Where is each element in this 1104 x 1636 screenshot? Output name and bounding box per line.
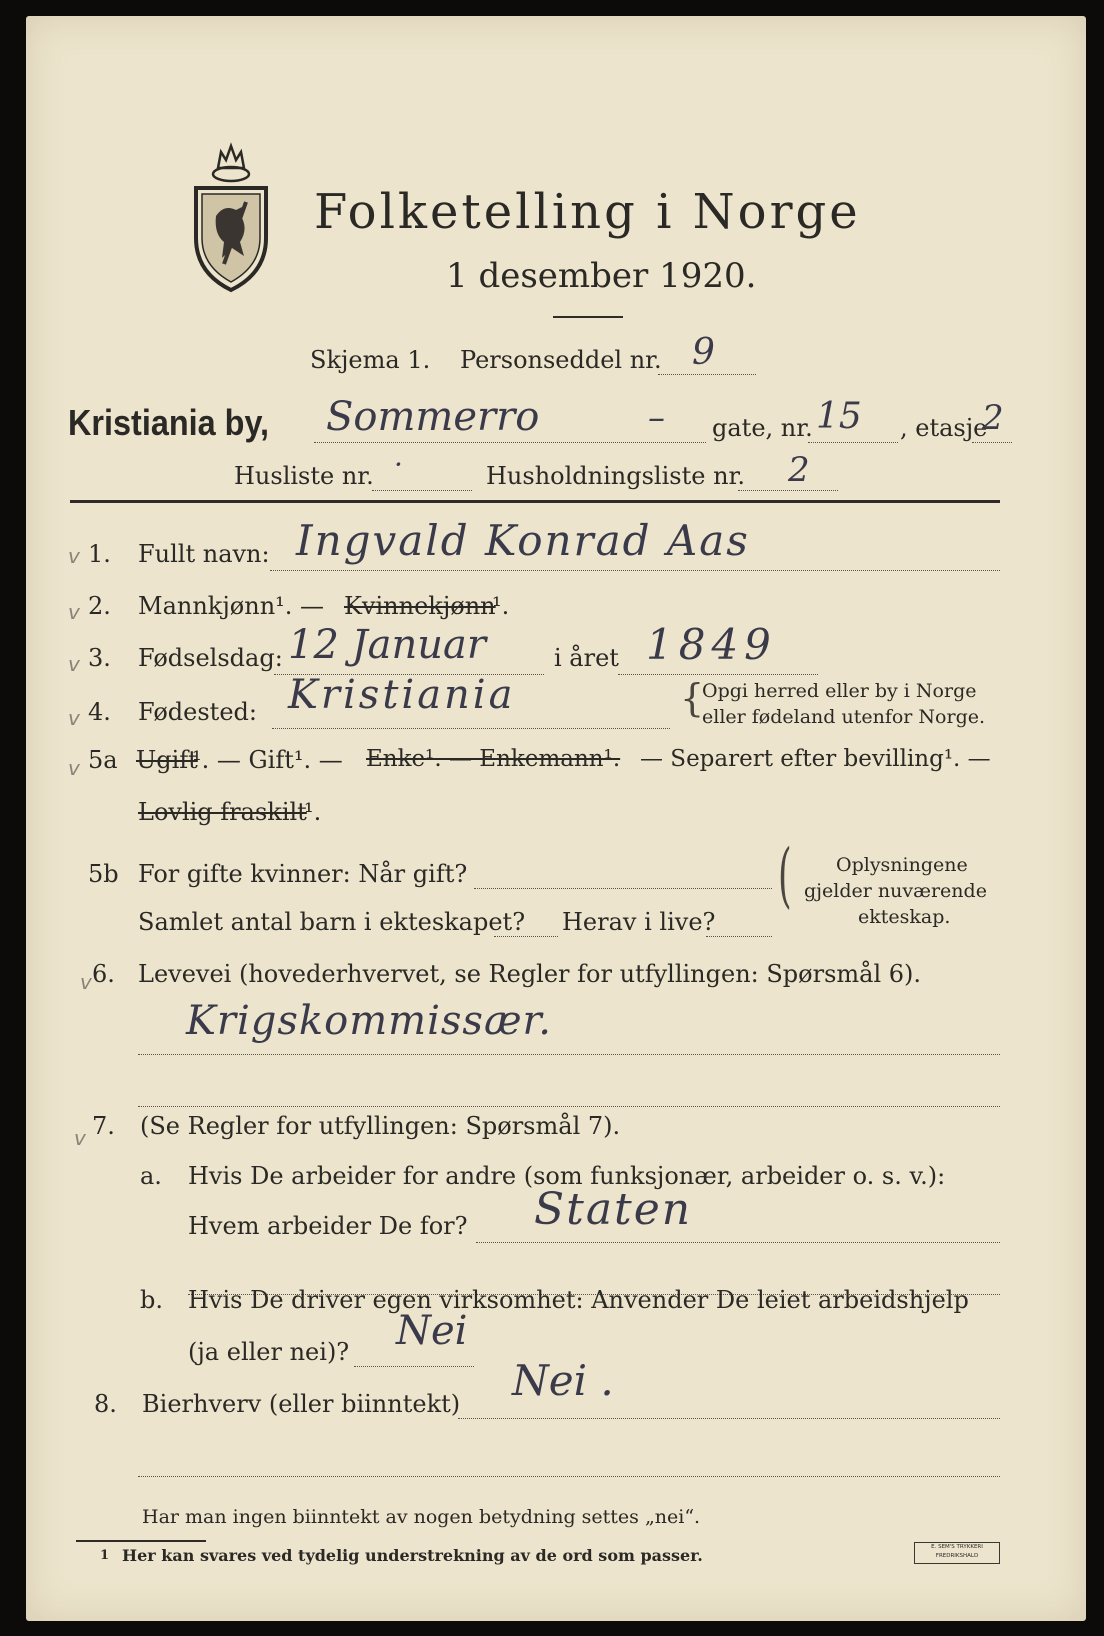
checkmark-icon: v xyxy=(74,1126,86,1150)
children-count-field[interactable] xyxy=(494,936,558,937)
side-income-field-line2[interactable] xyxy=(138,1476,1000,1477)
birth-year-field[interactable] xyxy=(618,674,818,675)
birthplace-value: Kristiania xyxy=(288,672,516,718)
q5b-children-label: Samlet antal barn i ekteskapet? xyxy=(138,908,526,936)
husliste-field[interactable] xyxy=(372,490,472,491)
house-number-value: 15 xyxy=(816,396,862,437)
checkmark-icon: v xyxy=(80,970,92,994)
birthplace-note-line1: Opgi herred eller by i Norge xyxy=(702,680,977,702)
side-income-note: Har man ingen biinntekt av nogen betydning settes „nei“. xyxy=(142,1506,701,1528)
husliste-label: Husliste nr. xyxy=(234,462,374,490)
footnote-mark: 1 xyxy=(100,1548,110,1563)
hired-help-field[interactable] xyxy=(354,1366,474,1367)
q2-number: 2. xyxy=(88,592,111,620)
side-income-field[interactable] xyxy=(458,1418,1000,1419)
header-rule xyxy=(70,500,1000,503)
q5a-number: 5a xyxy=(88,746,118,774)
q4-number: 4. xyxy=(88,698,111,726)
male-option[interactable]: Mannkjønn¹. — xyxy=(138,592,325,620)
female-option-sup: ¹. xyxy=(492,592,510,620)
checkmark-icon: v xyxy=(68,600,80,624)
occupation-field-line2[interactable] xyxy=(138,1106,1000,1107)
checkmark-icon: v xyxy=(68,756,80,780)
footnote-text: Her kan svares ved tydelig understrekning av de ord som passer. xyxy=(122,1546,703,1565)
hired-help-value: Nei xyxy=(396,1308,468,1354)
q5b-alive-label: Herav i live? xyxy=(562,908,716,936)
female-option[interactable]: Kvinnekjønn xyxy=(344,592,496,620)
street-value: Sommerro xyxy=(326,394,540,440)
year-label: i året xyxy=(554,644,619,672)
floor-field[interactable] xyxy=(972,442,1012,443)
q6-number: 6. xyxy=(92,960,115,988)
printer-stamp: E. SEM'S TRYKKERI FREDRIKSHALD xyxy=(914,1542,1000,1564)
q7a-letter: a. xyxy=(140,1162,162,1190)
divorced-option[interactable]: Lovlig fraskilt xyxy=(138,798,307,826)
husliste-value: · xyxy=(394,448,403,481)
q3-label: Fødselsdag: xyxy=(138,644,283,672)
employer-field[interactable] xyxy=(476,1242,1000,1243)
occupation-field[interactable] xyxy=(138,1054,1000,1055)
census-form xyxy=(26,16,1086,1621)
birth-year-value: 1849 xyxy=(646,620,777,669)
personseddel-label: Personseddel nr. xyxy=(460,346,662,374)
q1-number: 1. xyxy=(88,540,111,568)
coat-of-arms-icon xyxy=(188,138,274,294)
husholdning-label: Husholdningsliste nr. xyxy=(486,462,745,490)
house-number-field[interactable] xyxy=(808,442,898,443)
marriage-note-line1: Oplysningene xyxy=(836,854,968,876)
marriage-note-line3: ekteskap. xyxy=(858,906,951,928)
q3-number: 3. xyxy=(88,644,111,672)
q7b-letter: b. xyxy=(140,1286,163,1314)
widowed-option[interactable]: Enke¹. — Enkemann¹. xyxy=(366,746,621,772)
full-name-field[interactable] xyxy=(270,570,1000,571)
birthplace-note-brace: { xyxy=(680,676,705,720)
checkmark-icon: v xyxy=(68,706,80,730)
q7-label: (Se Regler for utfyllingen: Spørsmål 7). xyxy=(140,1112,621,1140)
personseddel-value: 9 xyxy=(692,332,715,373)
birthdate-value: 12 Januar xyxy=(288,622,486,668)
street-dash: – xyxy=(648,398,665,438)
q7b-question: (ja eller nei)? xyxy=(188,1338,350,1366)
floor-value: 2 xyxy=(982,398,1004,438)
form-title: Folketelling i Norge xyxy=(314,184,861,240)
full-name-value: Ingvald Konrad Aas xyxy=(296,516,750,565)
q4-label: Fødested: xyxy=(138,698,257,726)
checkmark-icon: v xyxy=(68,652,80,676)
city-label: Kristiania by, xyxy=(68,402,270,443)
q6-label: Levevei (hovederhvervet, se Regler for utfyllingen: Spørsmål 6). xyxy=(138,960,922,988)
q5b-number: 5b xyxy=(88,860,119,888)
birthplace-note-line2: eller fødeland utenfor Norge. xyxy=(702,706,986,728)
marriage-note-brace: ( xyxy=(778,834,792,916)
q5b-married-when-label: For gifte kvinner: Når gift? xyxy=(138,860,468,888)
children-alive-field[interactable] xyxy=(706,936,772,937)
q7b-text: Hvis De driver egen virksomhet: Anvender De leiet arbeidshjelp xyxy=(188,1286,969,1314)
q7-number: 7. xyxy=(92,1112,115,1140)
schema-label: Skjema 1. xyxy=(310,346,431,374)
census-date: 1 desember 1920. xyxy=(446,256,757,296)
married-when-field[interactable] xyxy=(474,888,772,889)
occupation-value: Krigskommissær. xyxy=(186,998,552,1044)
separated-option[interactable]: — Separert efter bevilling¹. — xyxy=(640,746,991,772)
q8-number: 8. xyxy=(94,1390,117,1418)
street-field[interactable] xyxy=(314,442,706,443)
side-income-value: Nei . xyxy=(512,1356,614,1405)
q1-label: Fullt navn: xyxy=(138,540,270,568)
footnote-rule xyxy=(76,1540,206,1542)
husholdning-field[interactable] xyxy=(738,490,838,491)
unmarried-option[interactable]: Ugift xyxy=(136,746,198,774)
title-divider xyxy=(553,316,623,318)
q7a-question: Hvem arbeider De for? xyxy=(188,1212,468,1240)
employer-value: Staten xyxy=(534,1184,693,1235)
marriage-note-line2: gjelder nuværende xyxy=(804,880,987,902)
q8-label: Bierhverv (eller biinntekt) xyxy=(142,1390,461,1418)
birthplace-field[interactable] xyxy=(272,728,670,729)
q7a-text: Hvis De arbeider for andre (som funksjonær, arbeider o. s. v.): xyxy=(188,1162,946,1190)
gate-label: gate, nr. xyxy=(712,414,813,442)
etasje-label: , etasje xyxy=(900,414,988,442)
husholdning-value: 2 xyxy=(788,450,810,490)
married-option[interactable]: ¹. — Gift¹. — xyxy=(192,746,343,774)
personseddel-field[interactable] xyxy=(658,374,756,375)
checkmark-icon: v xyxy=(68,544,80,568)
divorced-option-sup: ¹. xyxy=(304,798,322,826)
